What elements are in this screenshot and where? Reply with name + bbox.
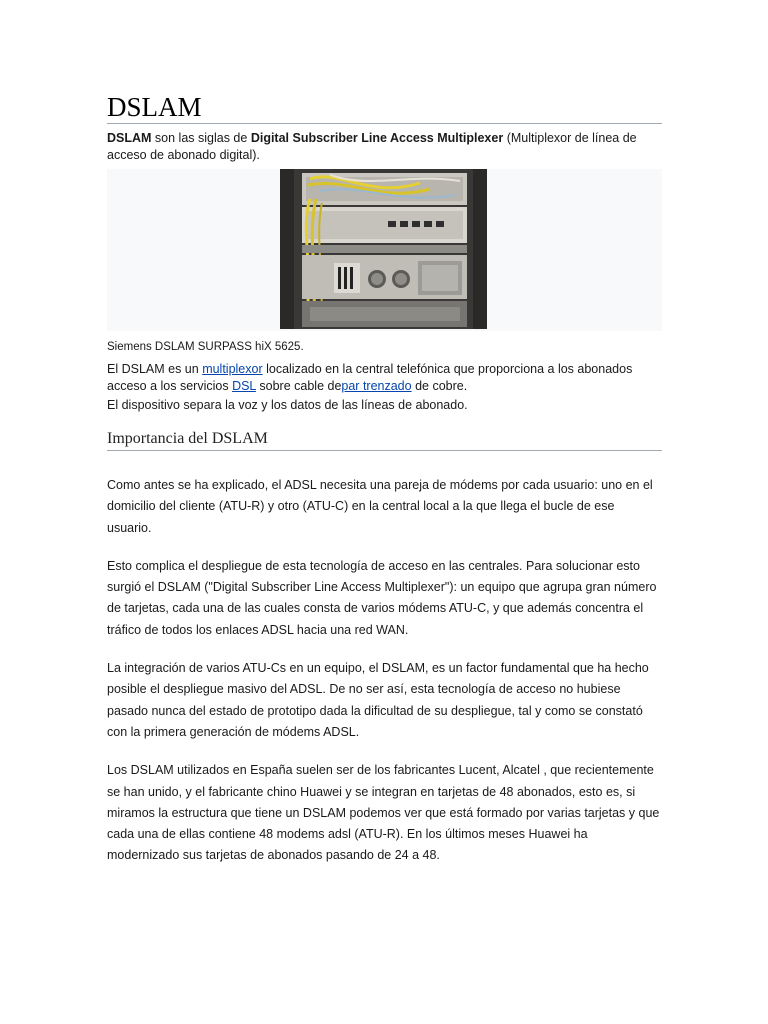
dslam-photo[interactable] <box>280 169 487 329</box>
intro-paragraph <box>107 130 662 164</box>
link-multiplexor[interactable]: multiplexor <box>202 362 263 376</box>
intro-term: DSLAM <box>107 131 152 145</box>
section-paragraph: Esto complica el despliegue de esta tecnología de acceso en las centrales. Para solucionar esto surgió el DSLAM ("Digital Subscriber Line Access Multiplexer"): un equipo que agrupa gran número de tarjetas, cada una de las cuales consta de varios módems ATU-C, y que además concentra el tráfico de todos los enlaces ADSL hacia una red WAN. <box>107 558 657 637</box>
page-title: DSLAM <box>107 90 662 124</box>
section-paragraph: Los DSLAM utilizados en España suelen ser de los fabricantes Lucent, Alcatel , que recientemente se han unido, y el fabricante chino Huawei y se integran en tarjetas de 48 abonados, esto es, si miramos la estructura que tiene un DSLAM podemos ver que está formado por varias tarjetas y que cada una de ellas contiene 48 modems adsl (ATU-R). En los últimos meses Huawei ha modernizado sus tarjetas de abonados pasando de 24 a 48. <box>107 763 660 863</box>
intro-text-2: (Multiplexor de línea de acceso de abonado digital). <box>107 131 637 162</box>
p1-text-1: El DSLAM es un <box>107 362 203 376</box>
article <box>107 90 662 867</box>
section-paragraph: La integración de varios ATU-Cs en un equipo, el DSLAM, es un factor fundamental que ha hecho posible el despliegue masivo del ADSL. De no ser así, esta tecnología de acceso no hubiese pasado nunca del estado de prototipo dada la dificultad de su despliegue, tal y como se constató con la primera generación de módems ADSL. <box>107 661 649 739</box>
paragraph-2: El dispositivo separa la voz y los datos de las líneas de abonado. <box>107 398 468 412</box>
link-dsl[interactable]: DSL <box>232 379 256 393</box>
p1-text-2: localizado en la central telefónica que proporciona a los abonados acceso a los servicios <box>107 362 633 393</box>
link-par-trenzado[interactable]: par trenzado <box>341 379 412 393</box>
section-heading: Importancia del DSLAM <box>107 428 662 451</box>
p1-text-4: de cobre. <box>411 379 468 393</box>
figure-caption: Siemens DSLAM SURPASS hiX 5625. <box>107 341 304 353</box>
intro-expansion: Digital Subscriber Line Access Multiplexer <box>250 131 504 145</box>
section-paragraph: Como antes se ha explicado, el ADSL necesita una pareja de módems por cada usuario: uno en el domicilio del cliente (ATU-R) y otro (ATU-C) en la central local a la que llega el bucle de ese usuario. <box>107 478 653 535</box>
figure-box <box>107 169 662 331</box>
intro-text-1: son las siglas de <box>151 131 251 145</box>
paragraph-1 <box>107 361 662 395</box>
p1-text-3: sobre cable de <box>255 379 342 393</box>
